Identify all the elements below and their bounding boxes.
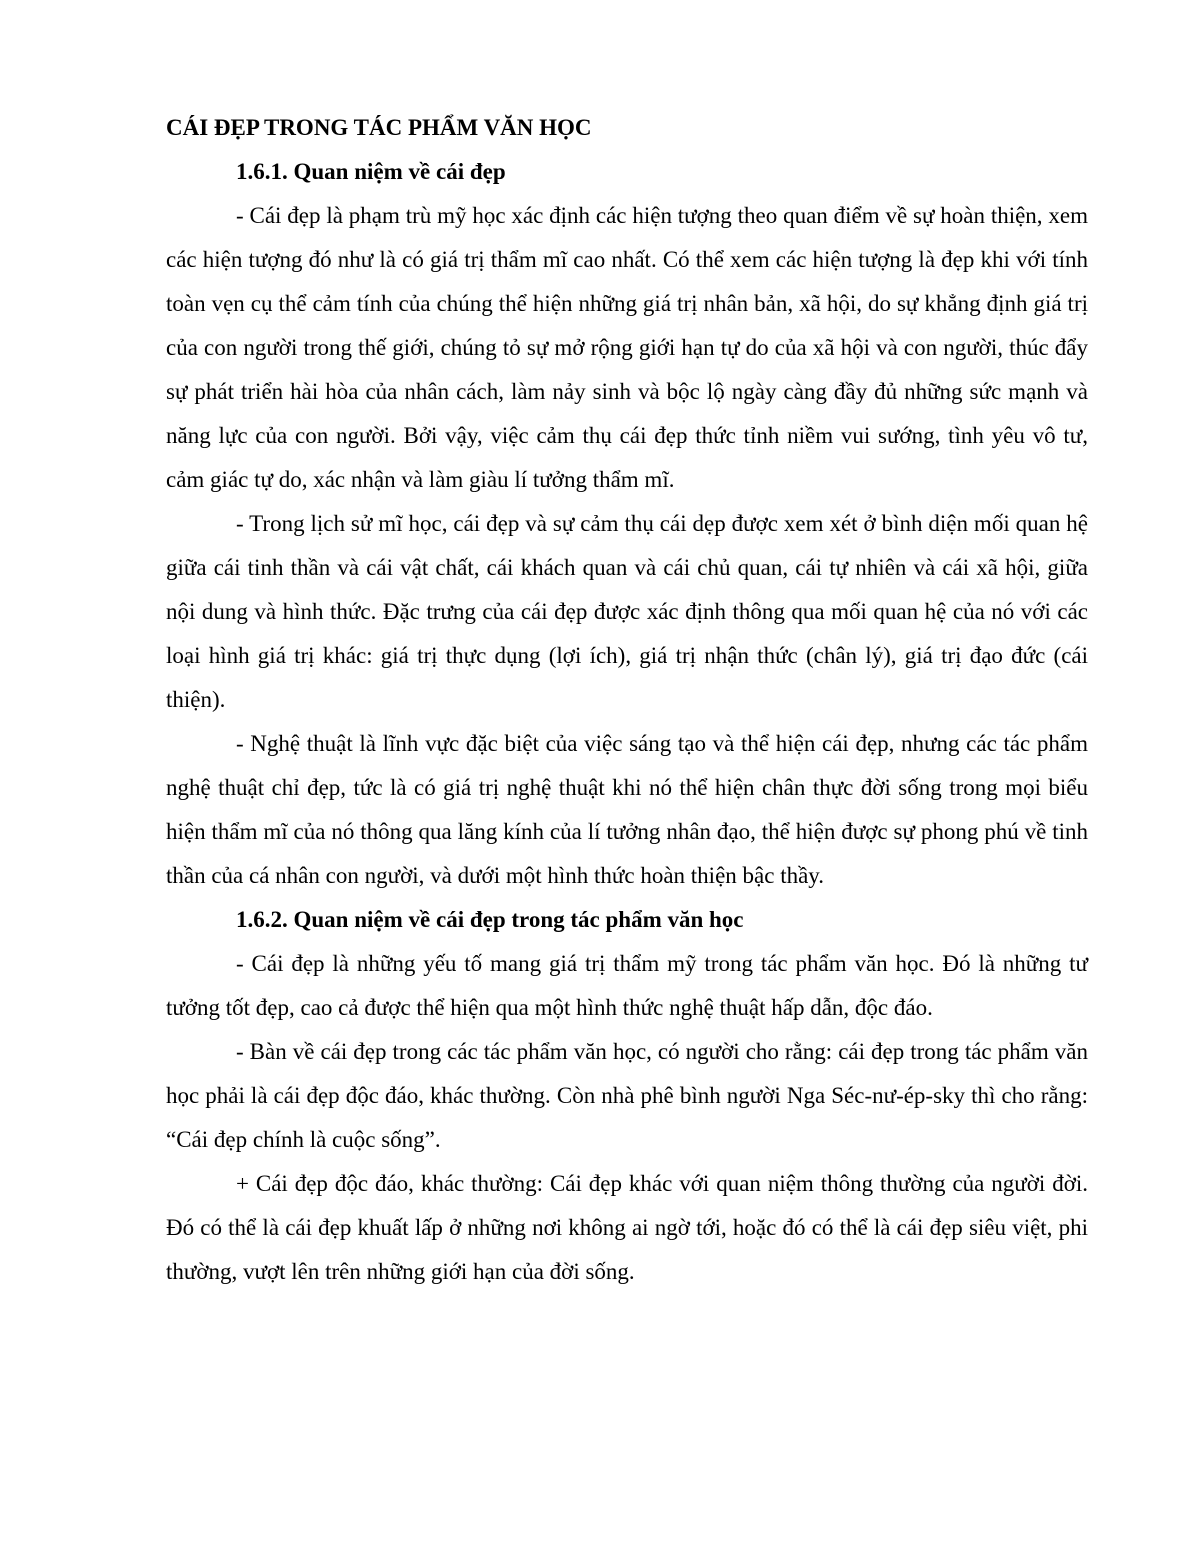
section-1-paragraph-3: - Nghệ thuật là lĩnh vực đặc biệt của việc sáng tạo và thể hiện cái đẹp, nhưng các tác phẩm nghệ thuật chỉ đẹp, tức là có giá trị nghệ thuật khi nó thể hiện chân thực đời sống trong mọi biểu hiện thẩm mĩ của nó thông qua lăng kính của lí tưởng nhân đạo, thể hiện được sự phong phú về tinh thần của cá nhân con người, và dưới một hình thức hoàn thiện bậc thầy. (166, 731, 1088, 888)
section-2-paragraph-3: + Cái đẹp độc đáo, khác thường: Cái đẹp khác với quan niệm thông thường của người đời. Đó có thể là cái đẹp khuất lấp ở những nơi không ai ngờ tới, hoặc đó có thể là cái đẹp siêu việt, phi thường, vượt lên trên những giới hạn của đời sống. (166, 1171, 1088, 1284)
document-page (166, 106, 1088, 1294)
section-1-paragraph-2: - Trong lịch sử mĩ học, cái đẹp và sự cảm thụ cái dẹp được xem xét ở bình diện mối quan hệ giữa cái tinh thần và cái vật chất, cái khách quan và cái chủ quan, cái tự nhiên và cái xã hội, giữa nội dung và hình thức. Đặc trưng của cái đẹp được xác định thông qua mối quan hệ của nó với các loại hình giá trị khác: giá trị thực dụng (lợi ích), giá trị nhận thức (chân lý), giá trị đạo đức (cái thiện). (166, 511, 1088, 712)
section-2-paragraph-1: - Cái đẹp là những yếu tố mang giá trị thẩm mỹ trong tác phẩm văn học. Đó là những tư tưởng tốt đẹp, cao cả được thể hiện qua một hình thức nghệ thuật hấp dẫn, độc đáo. (166, 951, 1088, 1020)
section-1-paragraph-1: - Cái đẹp là phạm trù mỹ học xác định các hiện tượng theo quan điểm về sự hoàn thiện, xem các hiện tượng đó như là có giá trị thẩm mĩ cao nhất. Có thể xem các hiện tượng là đẹp khi với tính toàn vẹn cụ thể cảm tính của chúng thể hiện những giá trị nhân bản, xã hội, do sự khẳng định giá trị của con người trong thế giới, chúng tỏ sự mở rộng giới hạn tự do của xã hội và con người, thúc đẩy sự phát triển hài hòa của nhân cách, làm nảy sinh và bộc lộ ngày càng đầy đủ những sức mạnh và năng lực của con người. Bởi vậy, việc cảm thụ cái đẹp thức tỉnh niềm vui sướng, tình yêu vô tư, cảm giác tự do, xác nhận và làm giàu lí tưởng thẩm mĩ. (166, 203, 1088, 492)
section-2-heading: 1.6.2. Quan niệm về cái đẹp trong tác phẩm văn học (236, 907, 744, 932)
section-2-paragraph-2: - Bàn về cái đẹp trong các tác phẩm văn học, có người cho rằng: cái đẹp trong tác phẩm văn học phải là cái đẹp độc đáo, khác thường. Còn nhà phê bình người Nga Séc-nư-ép-sky thì cho rằng: “Cái đẹp chính là cuộc sống”. (166, 1039, 1088, 1152)
section-1-heading: 1.6.1. Quan niệm về cái đẹp (236, 159, 506, 184)
document-title: CÁI ĐẸP TRONG TÁC PHẨM VĂN HỌC (166, 115, 592, 140)
